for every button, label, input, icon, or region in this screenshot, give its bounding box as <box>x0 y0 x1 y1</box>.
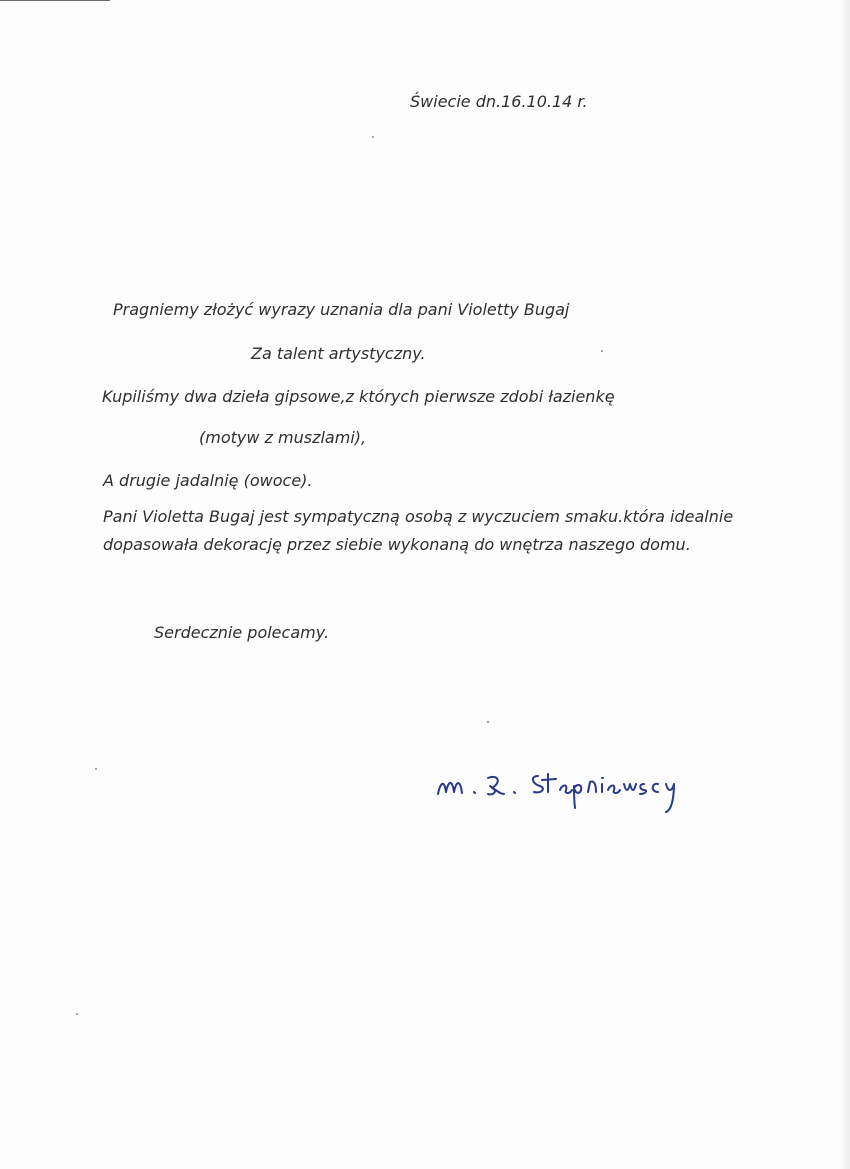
letter-line-2: Za talent artystyczny. <box>251 344 426 363</box>
scan-speck <box>372 136 374 138</box>
scan-speck <box>487 721 489 723</box>
scan-speck <box>76 1013 78 1015</box>
letter-line-1: Pragniemy złożyć wyrazy uznania dla pani Violetty Bugaj <box>113 300 570 319</box>
scan-edge-line <box>0 0 110 1</box>
scan-edge-shadow <box>840 0 850 1169</box>
letter-line-4: (motyw z muszlami), <box>199 428 367 447</box>
closing-line: Serdecznie polecamy. <box>154 623 330 642</box>
letter-line-5: A drugie jadalnię (owoce). <box>103 471 313 490</box>
letter-line-7: dopasowała dekorację przez siebie wykonaną do wnętrza naszego domu. <box>103 535 691 554</box>
letter-line-3: Kupiliśmy dwa dzieła gipsowe,z których pierwsze zdobi łazienkę <box>102 387 615 406</box>
letter-line-6: Pani Violetta Bugaj jest sympatyczną osobą z wyczuciem smaku.która idealnie <box>103 507 734 526</box>
scan-speck <box>95 768 97 770</box>
scan-speck <box>601 350 603 352</box>
handwritten-signature <box>432 762 707 822</box>
date-line: Świecie dn.16.10.14 r. <box>410 92 588 111</box>
